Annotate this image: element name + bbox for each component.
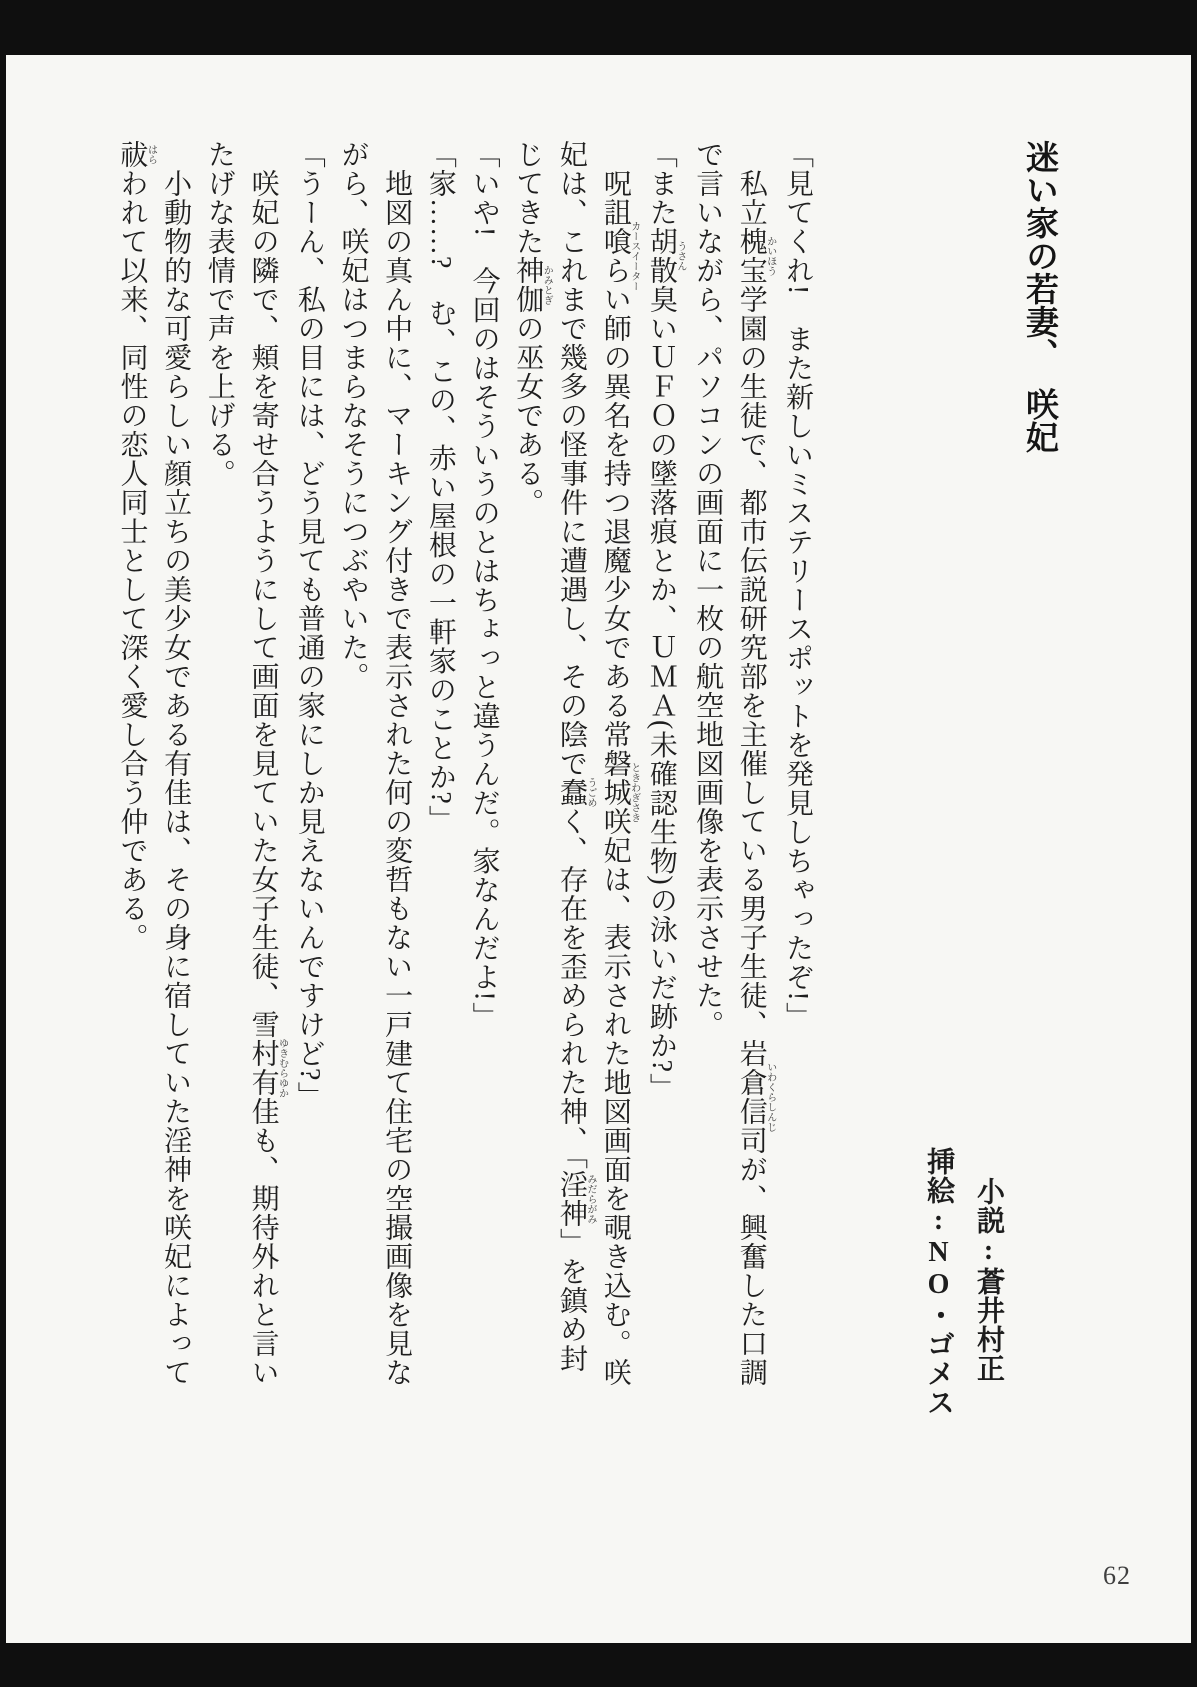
page-title: 迷い家の若妻、 咲妃 <box>1021 140 1057 454</box>
story-text <box>110 140 819 1392</box>
story-paragraph: 呪詛喰らい師カースイーターの異名を持つ退魔少女である常磐城咲妃ときわぎさきは、表示された地図画面を覗き込む。咲妃は、これまで幾多の怪事件に遭遇し、その陰で蠢うごめく、存在を歪められた神、「淫神みだらがみ」を鎮め封じてきた神伽かみとぎの巫女である。 <box>512 140 640 1387</box>
furigana-ruby: 神伽かみとぎ <box>512 256 553 314</box>
scan-border-top <box>0 0 1197 55</box>
credit-novel-author: 小説:蒼井村正 <box>973 1177 1004 1383</box>
story-paragraph: 「家……? む、この、赤い屋根の一軒家のことか?」 <box>424 140 456 834</box>
furigana-ruby: 雪村有佳ゆきむらゆか <box>247 1010 288 1126</box>
furigana-ruby: 槐宝かいほう <box>735 227 776 285</box>
story-paragraph: 「見てくれ! また新しいミステリースポットを発見しちゃったぞ!」 <box>782 140 813 1031</box>
book-page <box>6 55 1191 1643</box>
furigana-ruby: 常磐城咲妃ときわぎさき <box>599 720 640 865</box>
credit-illustrator: 挿絵:NO・ゴメス <box>923 1147 954 1417</box>
scan-border-bottom <box>0 1643 1197 1687</box>
furigana-ruby: 胡散うさん <box>645 227 686 285</box>
story-paragraph: 「また胡散うさん臭いＵＦＯの墜落痕とか、ＵＭＡ(未確認生物)の泳いだ跡か?」 <box>645 140 686 1103</box>
story-paragraph: 「うーん、私の目には、どう見ても普通の家にしか見えないんですけど?」 <box>293 140 325 1111</box>
furigana-ruby: 淫神みだらがみ <box>555 1170 596 1228</box>
story-paragraph: 私立槐宝かいほう学園の生徒で、都市伝説研究部を主催している男子生徒、岩倉信司いわくらしんじが、興奮した口調で言いながら、パソコンの画面に一枚の航空地図画像を表示させた。 <box>692 140 776 1387</box>
furigana-ruby: 呪詛喰らい師カースイーター <box>599 169 640 343</box>
page-number: 62 <box>1103 1561 1131 1590</box>
story-paragraph: 地図の真ん中に、マーキング付きで表示された何の変哲もない一戸建て住宅の空撮画像を見ながら、咲妃はつまらなそうにつぶやいた。 <box>337 140 413 1387</box>
story-paragraph: 小動物的な可愛らしい顔立ちの美少女である有佳は、その身に宿していた淫神を咲妃によって祓はらわれて以来、同性の恋人同士として深く愛し合う仲である。 <box>116 140 192 1387</box>
story-paragraph: 「いや! 今回のはそういうのとはちょっと違うんだ。家なんだよ!」 <box>468 140 500 1031</box>
furigana-ruby: 蠢うごめ <box>555 777 596 808</box>
furigana-ruby: 祓はら <box>116 140 157 169</box>
story-paragraph: 咲妃の隣で、頬を寄せ合うようにして画面を見ていた女子生徒、雪村有佳ゆきむらゆかも、期待外れと言いたげな表情で声を上げる。 <box>203 140 288 1387</box>
furigana-ruby: 岩倉信司いわくらしんじ <box>735 1039 776 1155</box>
